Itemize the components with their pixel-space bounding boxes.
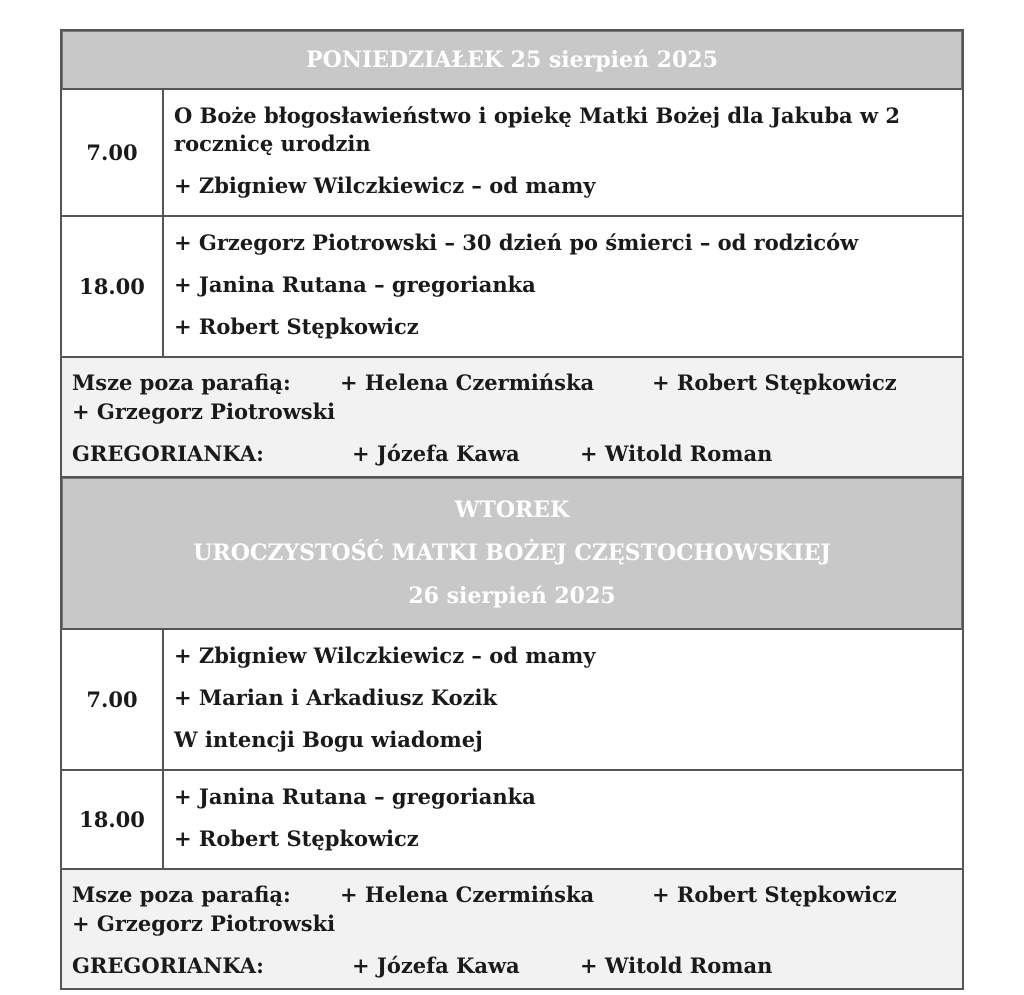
gregorian-label: GREGORIANKA: bbox=[72, 953, 264, 978]
day-header-date: 26 sierpień 2025 bbox=[408, 583, 616, 609]
outside-name: + Helena Czermińska bbox=[340, 370, 595, 395]
day-header-title: PONIEDZIAŁEK 25 sierpień 2025 bbox=[306, 47, 718, 73]
mass-intentions bbox=[164, 217, 962, 356]
gregorian-line bbox=[72, 951, 952, 980]
mass-time: 7.00 bbox=[62, 90, 164, 215]
intention: + Zbigniew Wilczkiewicz – od mamy bbox=[174, 173, 596, 198]
gregorian-name: + Józefa Kawa bbox=[352, 953, 520, 978]
outside-masses-line bbox=[72, 909, 952, 938]
day-header-feast: UROCZYSTOŚĆ MATKI BOŻEJ CZĘSTOCHOWSKIEJ bbox=[193, 540, 831, 566]
outside-masses-monday bbox=[62, 358, 962, 478]
mass-intentions bbox=[164, 630, 962, 769]
mass-time: 18.00 bbox=[62, 771, 164, 868]
intention: + Janina Rutana – gregorianka bbox=[174, 272, 536, 297]
intention: + Grzegorz Piotrowski – 30 dzień po śmierci – od rodziców bbox=[174, 230, 859, 255]
outside-masses-label: Msze poza parafią: bbox=[72, 882, 291, 907]
intention: + Robert Stępkowicz bbox=[174, 826, 419, 851]
gregorian-line bbox=[72, 439, 952, 468]
outside-masses-line bbox=[72, 368, 952, 397]
intention: + Marian i Arkadiusz Kozik bbox=[174, 685, 498, 710]
outside-name: + Robert Stępkowicz bbox=[652, 882, 897, 907]
mass-schedule-table bbox=[60, 29, 964, 990]
outside-name: + Robert Stępkowicz bbox=[652, 370, 897, 395]
gregorian-label: GREGORIANKA: bbox=[72, 441, 264, 466]
outside-name: + Helena Czermińska bbox=[340, 882, 595, 907]
intention: + Robert Stępkowicz bbox=[174, 314, 419, 339]
gregorian-name: + Józefa Kawa bbox=[352, 441, 520, 466]
mass-row-monday-1800 bbox=[62, 217, 962, 358]
outside-name: + Grzegorz Piotrowski bbox=[72, 399, 336, 424]
day-header-monday bbox=[62, 31, 962, 90]
mass-intentions bbox=[164, 771, 962, 868]
mass-time: 7.00 bbox=[62, 630, 164, 769]
intention: O Boże błogosławieństwo i opiekę Matki Bożej dla Jakuba w 2 rocznicę urodzin bbox=[174, 103, 900, 156]
intention: + Zbigniew Wilczkiewicz – od mamy bbox=[174, 643, 596, 668]
outside-masses-label: Msze poza parafią: bbox=[72, 370, 291, 395]
outside-masses-tuesday bbox=[62, 870, 962, 988]
mass-row-tuesday-1800 bbox=[62, 771, 962, 870]
mass-row-monday-0700 bbox=[62, 90, 962, 217]
intention: + Janina Rutana – gregorianka bbox=[174, 784, 536, 809]
gregorian-name: + Witold Roman bbox=[580, 441, 773, 466]
outside-masses-line bbox=[72, 880, 952, 909]
day-header-title: WTOREK bbox=[454, 497, 570, 523]
outside-masses-line bbox=[72, 397, 952, 426]
mass-row-tuesday-0700 bbox=[62, 630, 962, 771]
day-header-tuesday bbox=[62, 478, 962, 630]
outside-name: + Grzegorz Piotrowski bbox=[72, 911, 336, 936]
mass-time: 18.00 bbox=[62, 217, 164, 356]
mass-intentions bbox=[164, 90, 962, 215]
gregorian-name: + Witold Roman bbox=[580, 953, 773, 978]
intention: W intencji Bogu wiadomej bbox=[174, 727, 483, 752]
